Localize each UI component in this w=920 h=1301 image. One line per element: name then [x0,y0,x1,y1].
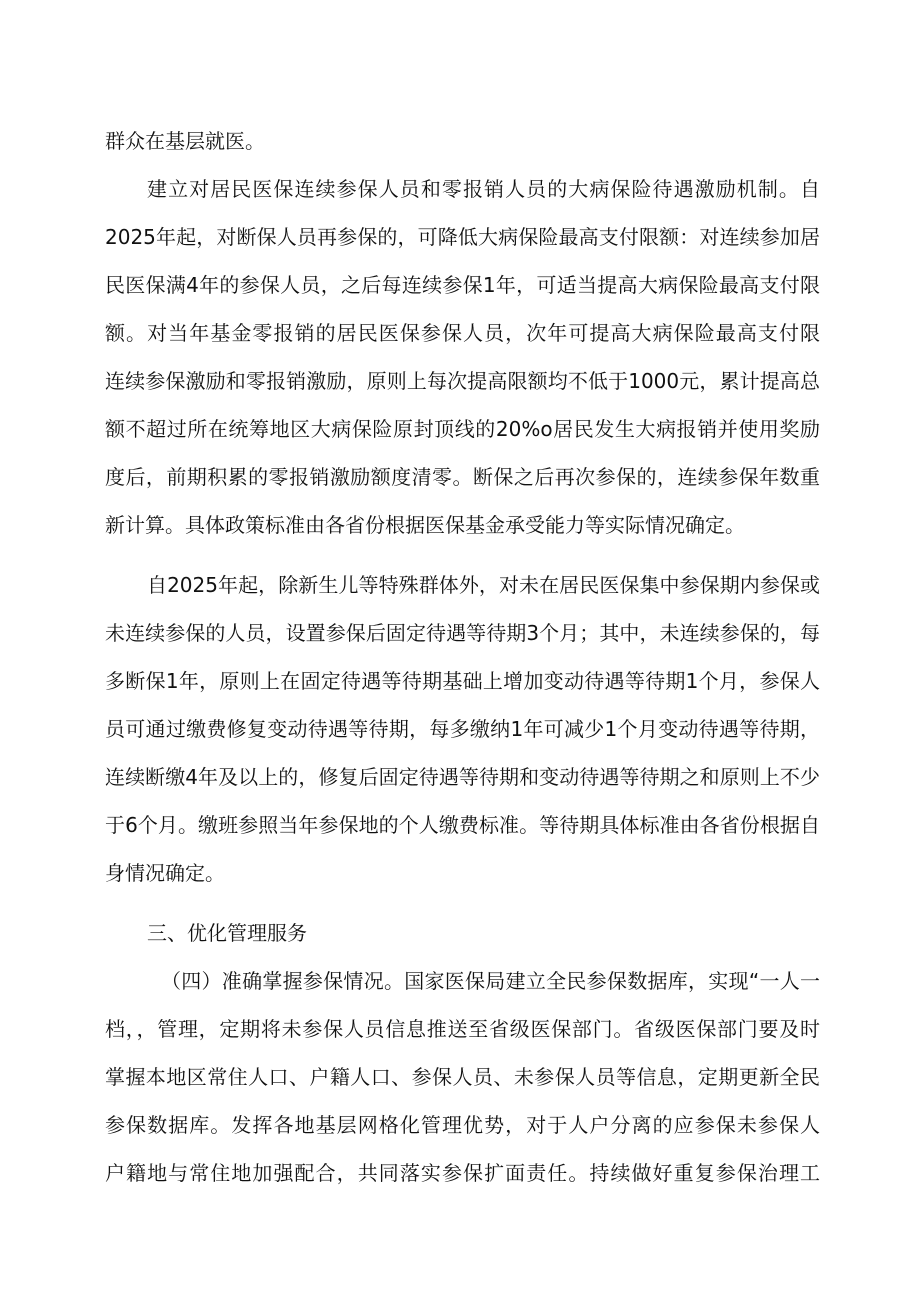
text-line: 身情况确定。 [105,861,225,885]
text-line: 户籍地与常住地加强配合，共同落实参保扩面责任。持续做好重复参保治理工 [105,1161,820,1185]
text-line: （四）准确掌握参保情况。国家医保局建立全民参保数据库，实现“一人一 [161,969,820,993]
text-line: 民医保满4年的参保人员，之后每连续参保1年，可适当提高大病保险最高支付限 [105,273,820,297]
text-line: 于6个月。缴班参照当年参保地的个人缴费标准。等待期具体标准由各省份根据自 [105,813,820,837]
text-line: 掌握本地区常住人口、户籍人口、参保人员、未参保人员等信息，定期更新全民 [105,1065,820,1089]
text-line: 多断保1年，原则上在固定待遇等待期基础上增加变动待遇等待期1个月，参保人 [105,669,820,693]
text-line: 档，，管理，定期将未参保人员信息推送至省级医保部门。省级医保部门要及时 [105,1017,820,1041]
text-line: 连续参保激励和零报销激励，原则上每次提高限额均不低于1000元，累计提高总 [105,369,820,393]
section-heading: 三、优化管理服务 [147,921,307,945]
text-line: 新计算。具体政策标准由各省份根据医保基金承受能力等实际情况确定。 [105,513,745,537]
text-line: 未连续参保的人员，设置参保后固定待遇等待期3个月；其中，未连续参保的，每 [105,621,820,645]
text-line: 群众在基层就医。 [105,129,265,153]
text-line: 参保数据库。发挥各地基层网格化管理优势，对于人户分离的应参保未参保人 [105,1113,820,1137]
text-line: 员可通过缴费修复变动待遇等待期，每多缴纳1年可减少1个月变动待遇等待期， [105,717,820,741]
text-line: 连续断缴4年及以上的，修复后固定待遇等待期和变动待遇等待期之和原则上不少 [105,765,820,789]
text-line: 2025年起，对断保人员再参保的，可降低大病保险最高支付限额：对连续参加居 [105,225,820,249]
text-line: 额。对当年基金零报销的居民医保参保人员，次年可提高大病保险最高支付限 [105,321,820,345]
text-line: 自2025年起，除新生儿等特殊群体外，对未在居民医保集中参保期内参保或 [147,573,820,597]
text-line: 度后，前期积累的零报销激励额度清零。断保之后再次参保的，连续参保年数重 [105,465,820,489]
text-line: 建立对居民医保连续参保人员和零报销人员的大病保险待遇激励机制。自 [147,177,820,201]
text-line: 额不超过所在统筹地区大病保险原封顶线的20%o居民发生大病报销并使用奖励 [105,417,820,441]
